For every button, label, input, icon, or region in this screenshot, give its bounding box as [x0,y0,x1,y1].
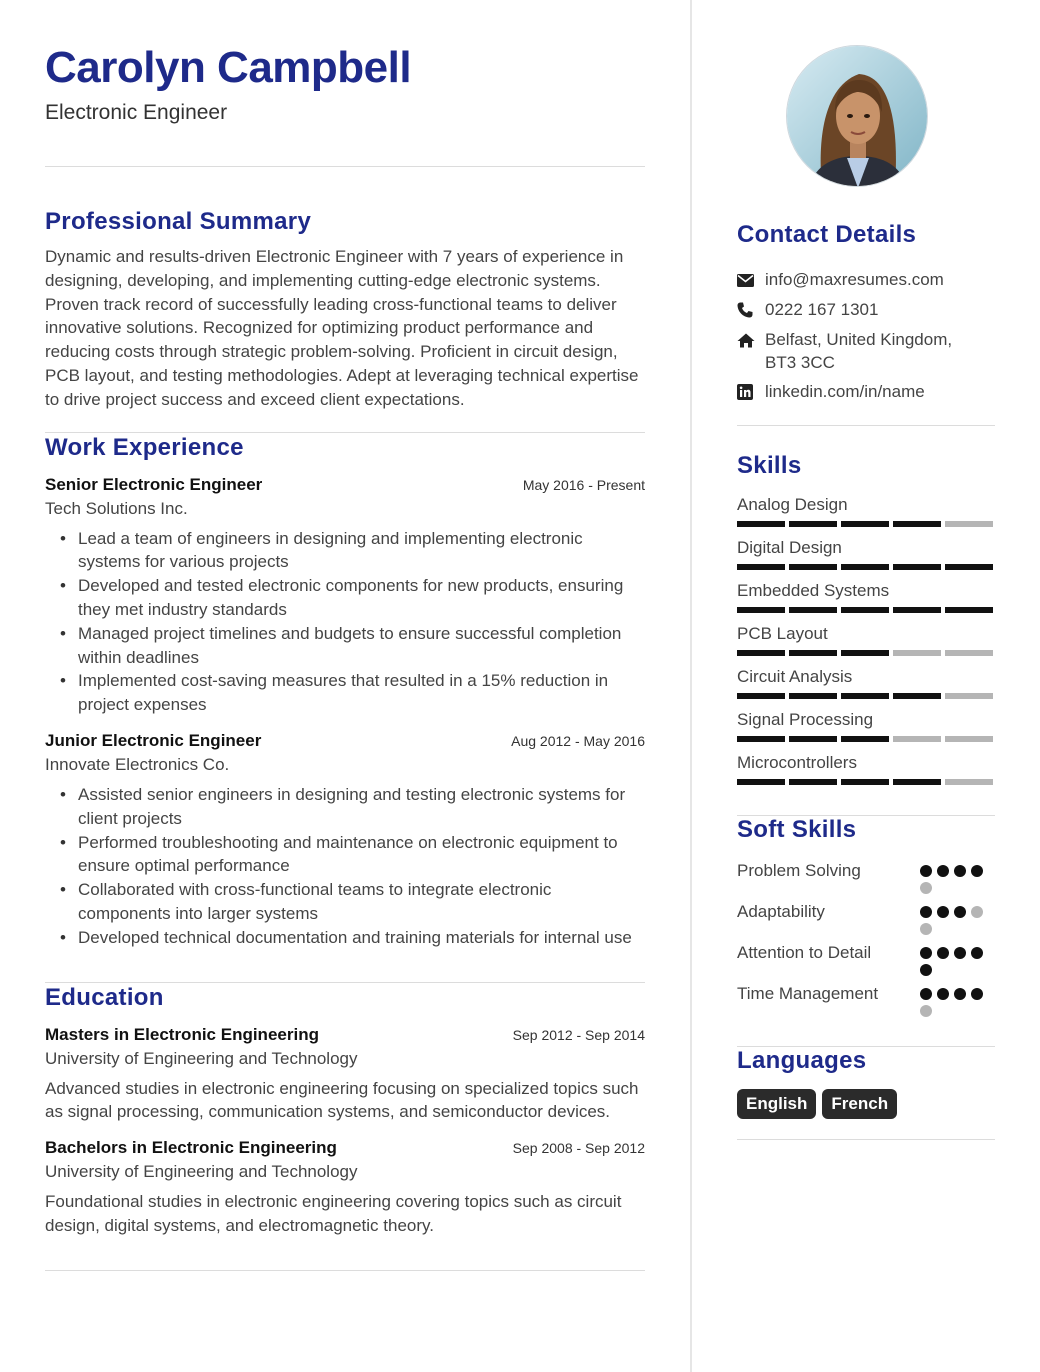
rating-dot [920,906,932,918]
skill-level-segment [737,779,785,785]
degree-date: Sep 2012 - Sep 2014 [512,1026,645,1043]
contact-linkedin-row [737,380,995,404]
skill-item [737,494,995,527]
contact-linkedin[interactable]: linkedin.com/in/name [765,382,925,401]
skill-level-segment [789,693,837,699]
rating-dot [954,906,966,918]
language-tag: English [737,1089,816,1119]
soft-skill-name: Problem Solving [737,861,861,880]
rating-dot [971,988,983,1000]
skill-level-bar [737,736,995,742]
summary-heading: Professional Summary [45,208,312,235]
job-date: Aug 2012 - May 2016 [511,732,645,749]
contact-divider [737,425,995,426]
degree-title: Masters in Electronic Engineering [45,1024,319,1044]
skill-level-segment [893,779,941,785]
skill-item [737,580,995,613]
skill-item [737,666,995,699]
job-bullet: • Developed and tested electronic components for new products, ensuring they met industry standards [45,574,645,622]
column-divider [690,0,692,1372]
skill-level-segment [945,779,993,785]
soft-skill-name: Time Management [737,984,879,1003]
contact-email-row [737,268,995,292]
soft-skill-item [737,900,995,935]
skill-level-segment [945,607,993,613]
rating-dot [920,947,932,959]
rating-dot [971,865,983,877]
skill-item [737,752,995,785]
skill-name: Analog Design [737,495,848,514]
rating-dot [920,1005,932,1017]
soft-skill-rating [920,900,995,935]
experience-heading: Work Experience [45,433,244,461]
rating-dot [937,988,949,1000]
skill-level-segment [893,521,941,527]
skill-level-segment [737,736,785,742]
job-entry [45,473,645,717]
skill-level-bar [737,521,995,527]
soft-skills-list [737,859,995,1023]
rating-dot [954,865,966,877]
education-divider [45,1270,645,1271]
skill-level-segment [789,736,837,742]
skill-level-segment [789,564,837,570]
skill-level-segment [945,693,993,699]
skills-heading: Skills [737,452,802,479]
languages-divider [737,1139,995,1140]
job-bullet: • Performed troubleshooting and maintenance on electronic equipment to ensure optimal performance [45,831,645,879]
rating-dot [920,865,932,877]
job-bullet: • Managed project timelines and budgets to ensure successful completion within deadlines [45,622,645,670]
contact-phone-row [737,298,995,322]
skill-level-segment [945,650,993,656]
profile-photo [786,45,928,187]
skill-level-segment [893,607,941,613]
skill-name: Embedded Systems [737,581,890,600]
job-company: Innovate Electronics Co. [45,754,230,774]
rating-dot [920,964,932,976]
school-name: University of Engineering and Technology [45,1048,358,1068]
languages-heading: Languages [737,1047,867,1074]
soft-skill-item [737,982,995,1017]
summary-text: Dynamic and results-driven Electronic Engineer with 7 years of experience in designing, developing, and implementing cutting-edge electronic systems. Proven track record of successfully leading cross-functional teams to deliver innovative solutions. Recognized for optimizing product performance and reducing costs through strategic problem-solving. Proficient in circuit design, PCB layout, and testing methodologies. Adept at leveraging technical expertise to drive project success and exceed client expectations. [45,247,639,409]
job-bullet: • Collaborated with cross-functional teams to integrate electronic components into larger systems [45,878,645,926]
skill-level-segment [893,736,941,742]
job-title: Senior Electronic Engineer [45,474,263,494]
skill-level-segment [945,521,993,527]
skill-level-segment [893,650,941,656]
rating-dot [954,988,966,1000]
job-bullets [45,783,645,950]
header-divider [45,166,645,167]
skill-level-segment [945,564,993,570]
address-line-2: BT3 3CC [765,353,835,372]
rating-dot [920,923,932,935]
address-line-1: Belfast, United Kingdom, [765,330,953,349]
education-heading: Education [45,983,164,1011]
contact-heading: Contact Details [737,221,917,248]
job-entry [45,729,645,950]
job-bullet: • Assisted senior engineers in designing and testing electronic systems for client projects [45,783,645,831]
skill-level-segment [737,650,785,656]
skill-level-segment [893,564,941,570]
degree-title: Bachelors in Electronic Engineering [45,1138,337,1158]
main-column [45,42,645,1271]
soft-skill-rating [920,982,995,1017]
job-bullet: • Implemented cost-saving measures that resulted in a 15% reduction in project expenses [45,669,645,717]
skill-level-segment [789,607,837,613]
skill-level-segment [893,693,941,699]
job-company: Tech Solutions Inc. [45,498,188,518]
skill-item [737,623,995,656]
job-date: May 2016 - Present [522,476,645,493]
skill-name: PCB Layout [737,624,828,643]
education-entry [45,1023,645,1125]
skill-level-segment [841,607,889,613]
language-tag: French [822,1089,897,1119]
job-bullets [45,527,645,717]
job-bullet: • Developed technical documentation and training materials for internal use [45,926,645,950]
job-bullet: • Lead a team of engineers in designing and implementing electronic systems for various projects [45,527,645,575]
soft-skill-item [737,859,995,894]
skill-level-segment [789,779,837,785]
profile-photo-illustration [787,46,928,187]
skill-level-segment [841,693,889,699]
skill-name: Microcontrollers [737,753,857,772]
skill-name: Circuit Analysis [737,667,853,686]
skill-item [737,709,995,742]
degree-date: Sep 2008 - Sep 2012 [512,1140,645,1157]
candidate-title: Electronic Engineer [45,101,228,124]
rating-dot [937,865,949,877]
skill-item [737,537,995,570]
contact-email[interactable]: info@maxresumes.com [765,270,944,289]
soft-skill-rating [920,859,995,894]
degree-description: Advanced studies in electronic engineering focusing on specialized topics such as signal processing, communication systems, and semiconductor devices. [45,1078,639,1122]
soft-skill-name: Attention to Detail [737,943,872,962]
skill-level-bar [737,693,995,699]
skill-level-segment [737,564,785,570]
languages-list [737,1089,897,1119]
rating-dot [971,906,983,918]
contact-phone[interactable]: 0222 167 1301 [765,300,879,319]
contact-address [765,328,952,374]
soft-skill-name: Adaptability [737,902,825,921]
contact-list [737,268,995,410]
rating-dot [920,882,932,894]
soft-skills-heading: Soft Skills [737,816,857,843]
skill-level-bar [737,564,995,570]
soft-skill-rating [920,941,995,976]
rating-dot [954,947,966,959]
skill-level-segment [841,736,889,742]
skill-level-bar [737,650,995,656]
skill-level-segment [945,736,993,742]
rating-dot [937,906,949,918]
skill-level-segment [841,779,889,785]
school-name: University of Engineering and Technology [45,1162,358,1182]
education-entry [45,1136,645,1238]
skill-name: Digital Design [737,538,842,557]
skill-level-segment [789,521,837,527]
job-title: Junior Electronic Engineer [45,730,262,750]
linkedin-icon [737,380,765,404]
rating-dot [971,947,983,959]
skill-level-segment [841,521,889,527]
phone-icon [737,298,765,322]
skill-level-bar [737,779,995,785]
skill-level-segment [737,521,785,527]
skill-level-segment [737,607,785,613]
skill-level-segment [841,564,889,570]
skill-level-bar [737,607,995,613]
skill-level-segment [789,650,837,656]
rating-dot [937,947,949,959]
home-icon [737,328,765,352]
soft-skill-item [737,941,995,976]
skill-level-segment [737,693,785,699]
degree-description: Foundational studies in electronic engineering covering topics such as circuit design, digital systems, and electromagnetic theory. [45,1192,622,1235]
contact-address-row [737,328,995,374]
rating-dot [920,988,932,1000]
skill-level-segment [841,650,889,656]
skill-name: Signal Processing [737,710,874,729]
skills-list [737,494,995,795]
candidate-name: Carolyn Campbell [45,43,412,92]
envelope-icon [737,268,765,292]
